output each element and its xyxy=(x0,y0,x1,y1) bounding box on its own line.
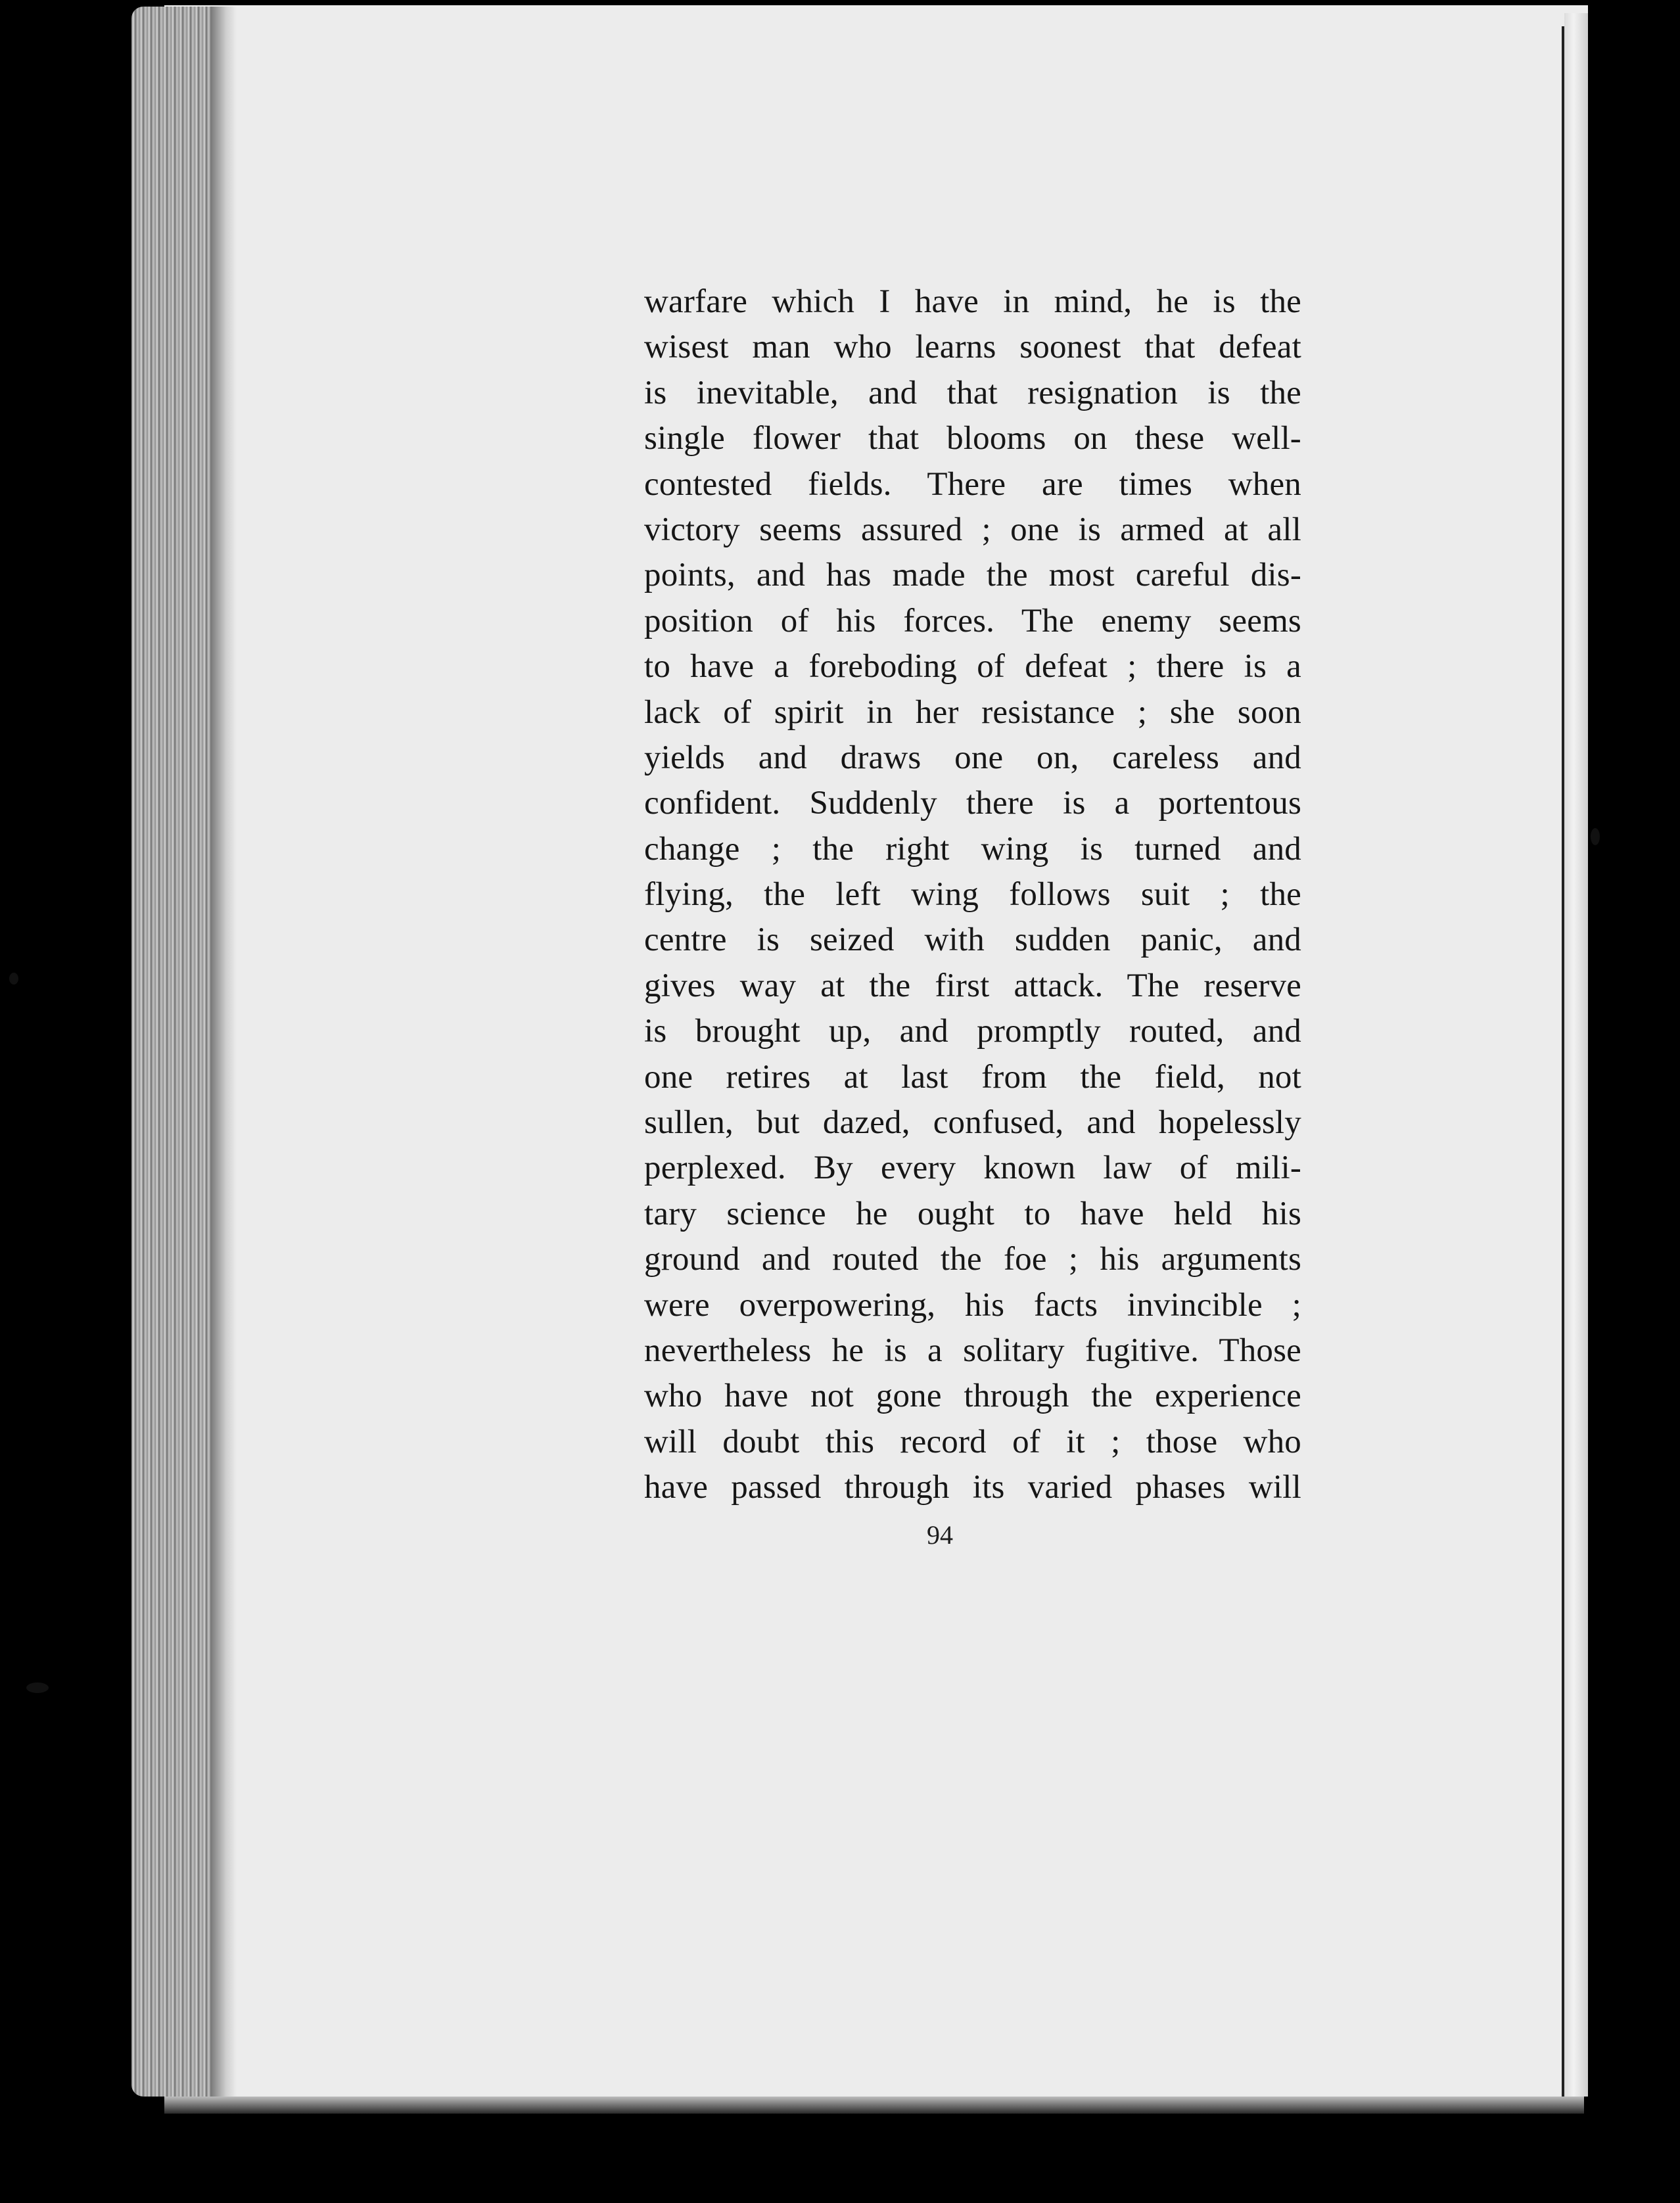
text-line: to have a foreboding of defeat ; there is a xyxy=(644,648,1301,685)
text-line: tary science he ought to have held his xyxy=(644,1195,1301,1232)
text-line: will doubt this record of it ; those who xyxy=(644,1423,1301,1460)
text-line: is brought up, and promptly routed, and xyxy=(644,1013,1301,1050)
text-line: one retires at last from the field, not xyxy=(644,1058,1301,1096)
text-line: yields and draws one on, careless and xyxy=(644,739,1301,776)
right-page-border xyxy=(1562,26,1564,2097)
body-text xyxy=(644,279,1301,1511)
text-line: who have not gone through the experience xyxy=(644,1378,1301,1415)
text-line: warfare which I have in mind, he is the xyxy=(644,283,1301,320)
text-line: is inevitable, and that resignation is the xyxy=(644,374,1301,411)
scan-speck xyxy=(9,973,18,985)
page-edges-right xyxy=(1564,13,1588,2110)
text-line: perplexed. By every known law of mili- xyxy=(644,1149,1301,1187)
text-line: position of his forces. The enemy seems xyxy=(644,602,1301,639)
text-line: centre is seized with sudden panic, and xyxy=(644,921,1301,959)
page-number: 94 xyxy=(927,1520,953,1550)
text-line: were overpowering, his facts invincible ; xyxy=(644,1286,1301,1324)
text-line: change ; the right wing is turned and xyxy=(644,830,1301,868)
text-line: nevertheless he is a solitary fugitive. Those xyxy=(644,1332,1301,1369)
page-bottom-edge xyxy=(164,2097,1584,2114)
scanner-background-right xyxy=(1588,0,1680,2203)
scan-speck xyxy=(26,1682,49,1693)
text-line: points, and has made the most careful dis- xyxy=(644,557,1301,594)
text-line: confident. Suddenly there is a portentous xyxy=(644,785,1301,822)
text-line: gives way at the first attack. The reserve xyxy=(644,967,1301,1004)
text-line: have passed through its varied phases will xyxy=(644,1469,1301,1506)
text-line: wisest man who learns soonest that defeat xyxy=(644,329,1301,366)
text-line: single flower that blooms on these well- xyxy=(644,420,1301,457)
text-line: flying, the left wing follows suit ; the xyxy=(644,876,1301,914)
scan-speck xyxy=(1591,828,1600,845)
gutter-shadow xyxy=(210,7,237,2097)
text-line: sullen, but dazed, confused, and hopelessly xyxy=(644,1104,1301,1142)
page-edges-left xyxy=(131,7,223,2097)
text-line: victory seems assured ; one is armed at all xyxy=(644,511,1301,548)
text-line: ground and routed the foe ; his arguments xyxy=(644,1241,1301,1278)
text-line: contested fields. There are times when xyxy=(644,465,1301,503)
text-line: lack of spirit in her resistance ; she soon xyxy=(644,693,1301,731)
